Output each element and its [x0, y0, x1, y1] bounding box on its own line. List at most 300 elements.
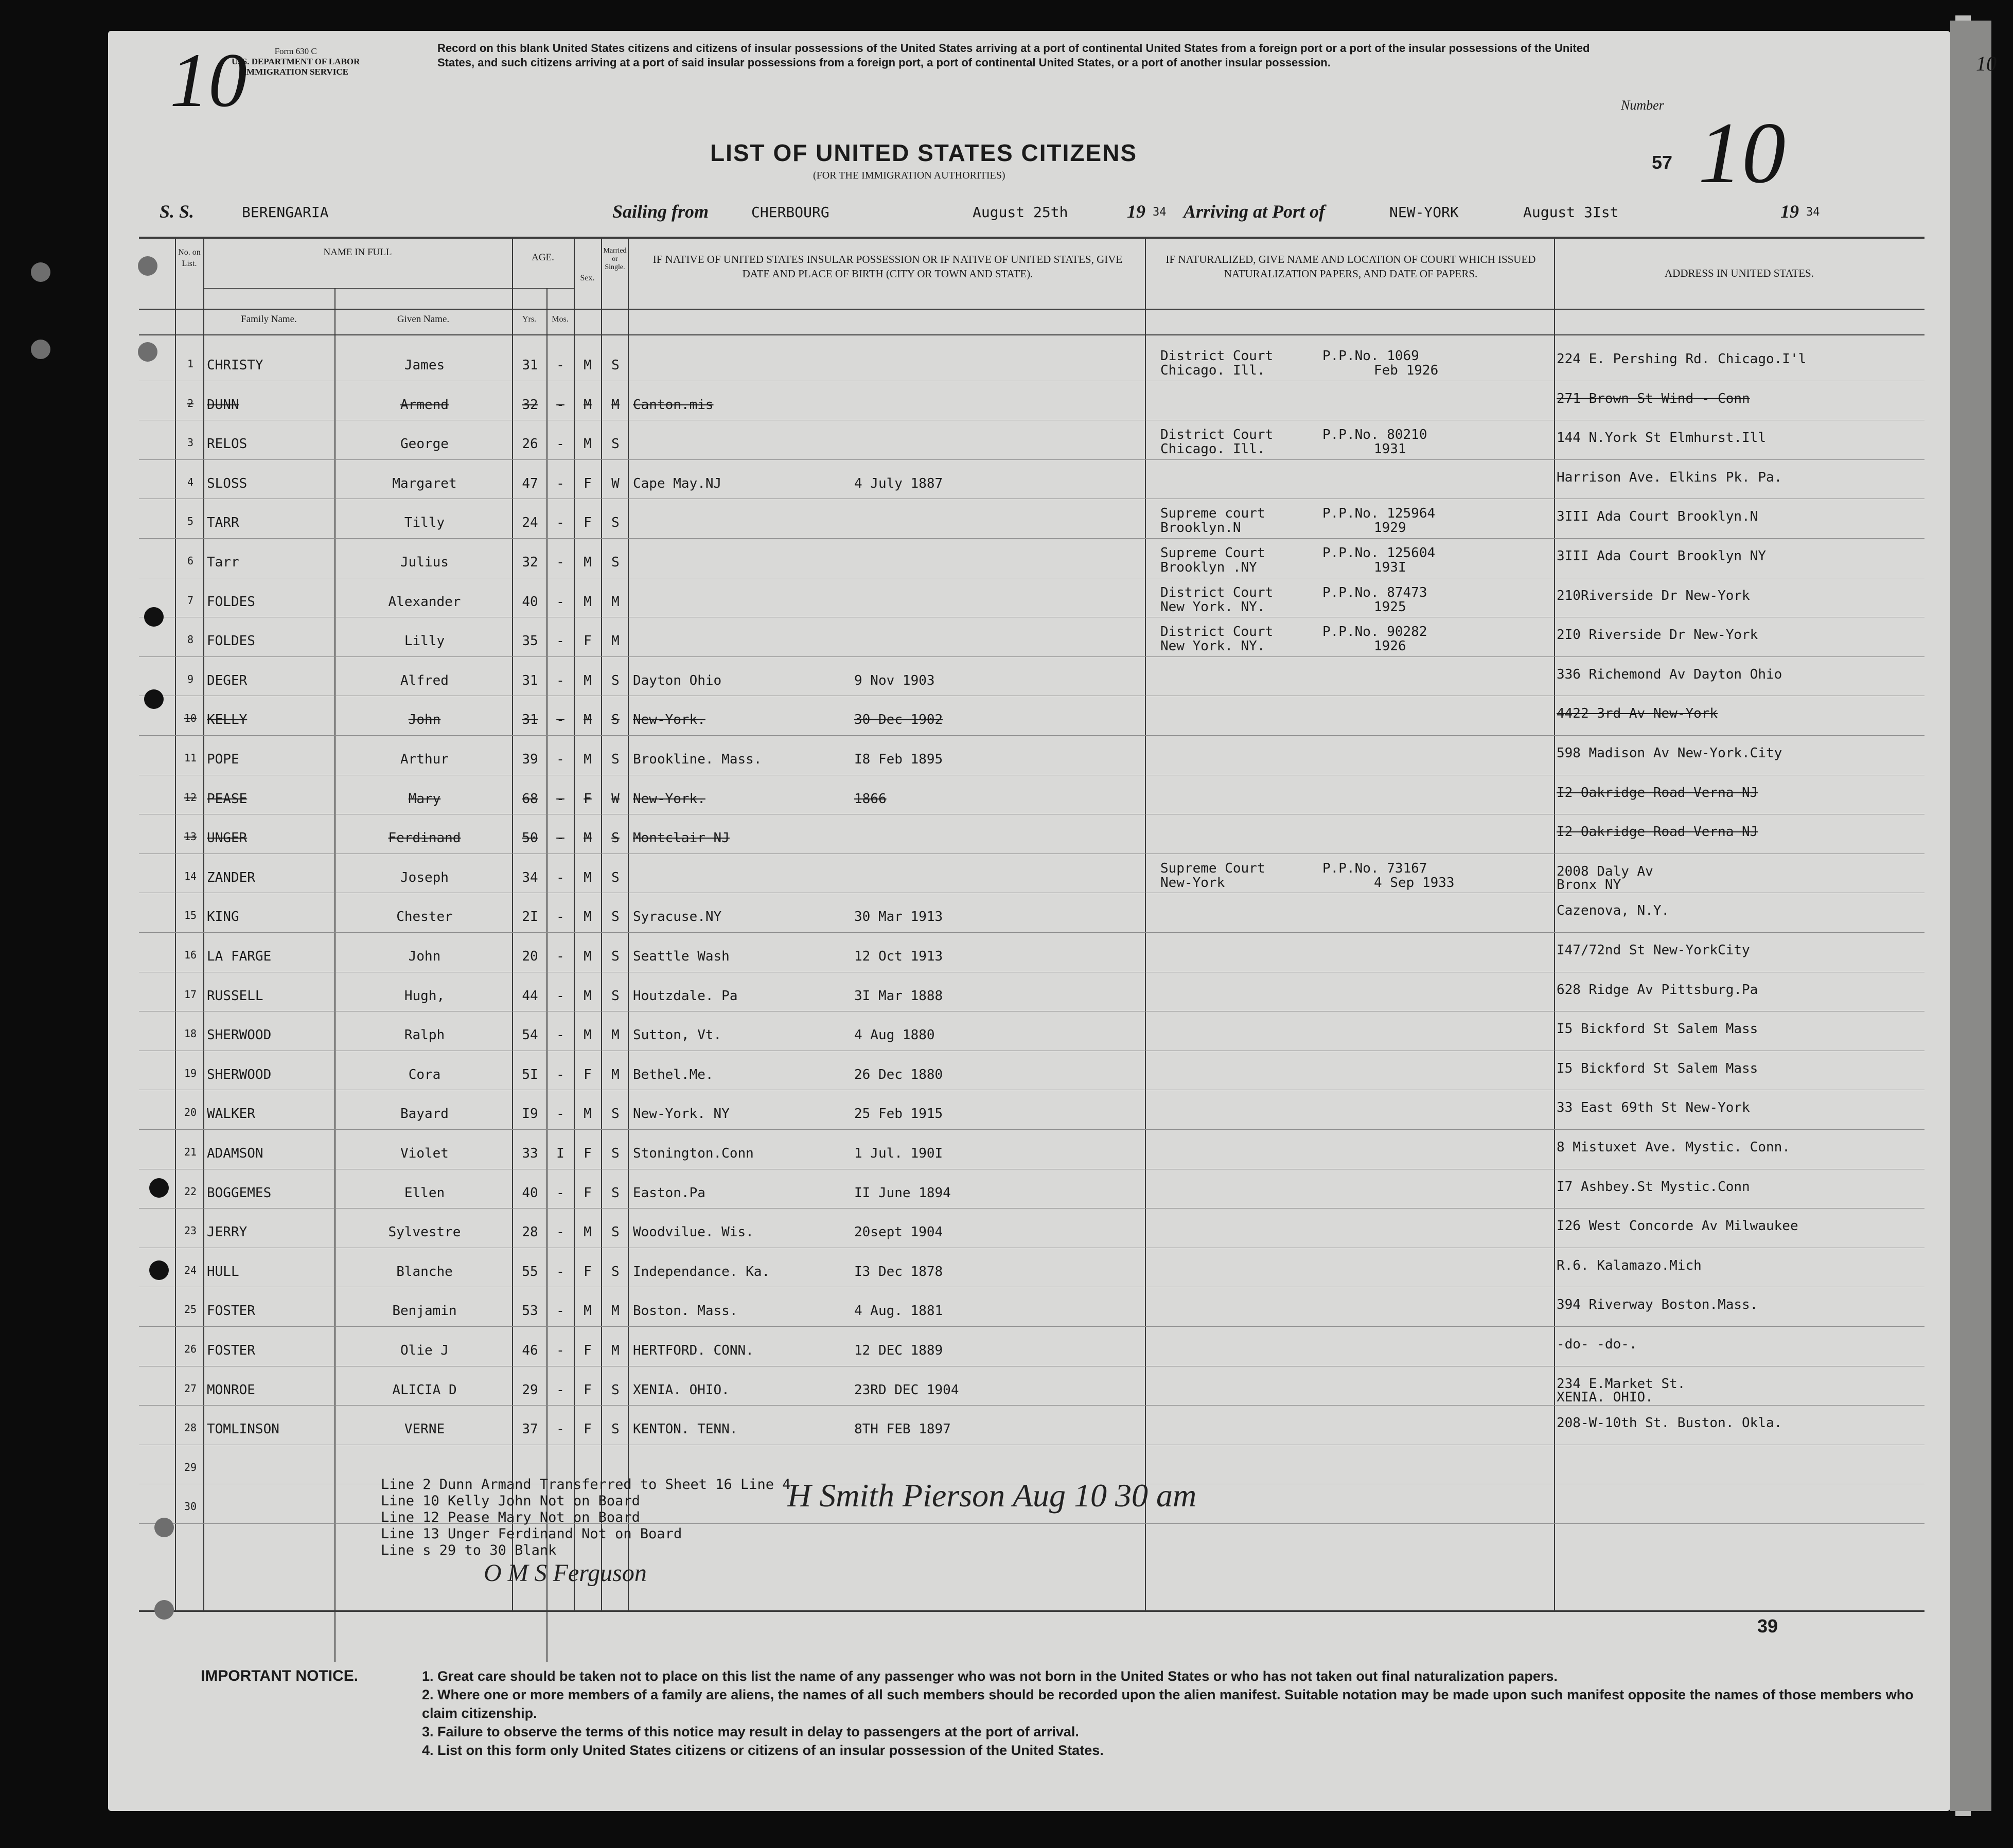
us-address: I2 Oakridge Road Verna NJ — [1557, 785, 1758, 801]
table-row — [139, 1367, 1924, 1407]
table-row — [139, 776, 1924, 815]
age-years: 55 — [522, 1264, 538, 1280]
arrival-date: August 3Ist — [1523, 204, 1619, 221]
notice-item: 2. Where one or more members of a family are aliens, the names of all such members should be recorded upon the alien manifest. Suitable notation may be made upon such manifest opposite the names of those members who claim citizenship. — [422, 1687, 1914, 1721]
family-name: FOSTER — [207, 1343, 255, 1358]
row-number: 27 — [184, 1382, 197, 1395]
marital-status: M — [611, 1343, 620, 1358]
family-name: LA FARGE — [207, 949, 272, 964]
arrival-port: NEW-YORK — [1389, 204, 1459, 221]
age-months: - — [556, 1421, 564, 1437]
age-years: 40 — [522, 594, 538, 610]
sex: F — [584, 1185, 592, 1201]
sex: F — [584, 475, 592, 491]
age-months: - — [556, 1264, 564, 1280]
papers-number: P.P.No. 125604 — [1322, 545, 1436, 561]
marital-status: S — [611, 909, 620, 925]
sex: M — [584, 594, 592, 610]
us-address: 4422 3rd Av New-York — [1557, 706, 1718, 722]
given-name: Mary — [408, 791, 441, 807]
family-name: TARR — [207, 515, 239, 531]
birth-date: 26 Dec 1880 — [854, 1067, 943, 1082]
table-row — [139, 736, 1924, 776]
row-number: 25 — [184, 1303, 197, 1316]
birth-date: 3I Mar 1888 — [854, 988, 943, 1004]
family-name: MONROE — [207, 1382, 255, 1398]
row-number: 29 — [184, 1461, 197, 1473]
col-header-no: No. on List. — [178, 248, 201, 268]
age-years: I9 — [522, 1106, 538, 1122]
binder-hole — [149, 1178, 169, 1198]
birth-date: 30 Mar 1913 — [854, 909, 943, 925]
family-name: ADAMSON — [207, 1146, 263, 1161]
table-row — [139, 933, 1924, 973]
age-years: 2I — [522, 909, 538, 925]
birth-place: Woodvilue. Wis. — [633, 1224, 754, 1240]
age-months: - — [556, 712, 564, 728]
age-years: 29 — [522, 1382, 538, 1398]
given-name: Joseph — [400, 869, 449, 885]
row-number: 13 — [184, 830, 197, 843]
row-number: 18 — [184, 1027, 197, 1040]
family-name: DEGER — [207, 672, 248, 688]
given-name: James — [404, 358, 445, 373]
court-name: District Court — [1160, 427, 1274, 443]
age-months: - — [556, 555, 564, 570]
age-months: - — [556, 752, 564, 767]
given-name: Bayard — [400, 1106, 449, 1122]
sex: F — [584, 1067, 592, 1082]
age-months: - — [556, 397, 564, 413]
age-months: - — [556, 358, 564, 373]
family-name: POPE — [207, 752, 239, 767]
us-address: 2008 Daly Av — [1557, 863, 1653, 879]
birth-place: Houtzdale. Pa — [633, 988, 738, 1004]
marital-status: S — [611, 869, 620, 885]
age-years: 31 — [522, 358, 538, 373]
col-header-sex: Sex. — [580, 274, 595, 282]
table-row — [139, 500, 1924, 539]
family-name: TOMLINSON — [207, 1421, 279, 1437]
birth-date: 12 Oct 1913 — [854, 949, 943, 964]
given-name: Alexander — [388, 594, 461, 610]
us-address: 628 Ridge Av Pittsburg.Pa — [1557, 982, 1758, 998]
table-row — [139, 855, 1924, 894]
given-name: Margaret — [392, 475, 457, 491]
us-address: 144 N.York St Elmhurst.Ill — [1557, 430, 1766, 446]
given-name: Blanche — [396, 1264, 453, 1280]
family-name: ZANDER — [207, 869, 255, 885]
row-number: 6 — [187, 555, 194, 567]
birth-date: I3 Dec 1878 — [854, 1264, 943, 1280]
court-location: Brooklyn .NY — [1160, 560, 1257, 575]
annotation-line: Line 2 Dunn Armand Transferred to Sheet 16 Line 4 — [381, 1477, 791, 1492]
family-name: FOLDES — [207, 633, 255, 649]
given-name: Julius — [400, 555, 449, 570]
sex: M — [584, 830, 592, 846]
notice-label: IMPORTANT NOTICE. — [201, 1667, 359, 1684]
us-address: 210Riverside Dr New-York — [1557, 588, 1750, 603]
given-name: Olie J — [400, 1343, 449, 1358]
table-row — [139, 1170, 1924, 1210]
family-name: SHERWOOD — [207, 1027, 272, 1043]
marital-status: M — [611, 1067, 620, 1082]
papers-number: P.P.No. 125964 — [1322, 506, 1436, 522]
notice-item: 4. List on this form only United States citizens or citizens of an insular possession of the United States. — [422, 1743, 1104, 1758]
table-row — [139, 658, 1924, 697]
family-name: BOGGEMES — [207, 1185, 272, 1201]
court-location: New York. NY. — [1160, 599, 1265, 615]
sex: M — [584, 712, 592, 728]
age-months: - — [556, 869, 564, 885]
table-row — [139, 460, 1924, 500]
manifest-page — [108, 31, 1997, 1811]
court-name: District Court — [1160, 348, 1274, 364]
birth-place: New-York. — [633, 712, 705, 728]
birth-place: Bethel.Me. — [633, 1067, 714, 1082]
marital-status: S — [611, 1382, 620, 1398]
inspector-signature: O M S Ferguson — [484, 1559, 647, 1587]
family-name: FOLDES — [207, 594, 255, 610]
age-months: - — [556, 1382, 564, 1398]
table-row — [139, 815, 1924, 855]
record-instructions: Record on this blank United States citizens and citizens of insular possessions of the United States arriving at a port of continental United States from a foreign port or a port of the insular possessions of the United States, and such citizens arriving at a port of said insular possessions from a foreign port, a port of continental United States, or a port of another insular possession. — [437, 42, 1590, 69]
age-years: 37 — [522, 1421, 538, 1437]
papers-number: P.P.No. 73167 — [1322, 860, 1427, 876]
given-name: Ferdinand — [388, 830, 461, 846]
annotation-line: Line s 29 to 30 Blank — [381, 1542, 557, 1558]
given-name: John — [408, 712, 441, 728]
sex: F — [584, 633, 592, 649]
us-address: I2 Oakridge Road Verna NJ — [1557, 824, 1758, 840]
given-name: Lilly — [404, 633, 445, 649]
marital-status: S — [611, 358, 620, 373]
age-months: - — [556, 949, 564, 964]
notice-item: 3. Failure to observe the terms of this notice may result in delay to passengers at the port of arrival. — [422, 1724, 1079, 1739]
given-name: Ralph — [404, 1027, 445, 1043]
passenger-table — [139, 237, 1924, 1610]
row-number: 1 — [187, 358, 194, 370]
us-address: 271 Brown St Wind - Conn — [1557, 390, 1750, 406]
row-number: 2 — [187, 397, 194, 410]
papers-number: P.P.No. 80210 — [1322, 427, 1427, 443]
row-number: 22 — [184, 1185, 197, 1198]
arrival-year-prefix: 19 — [1780, 201, 1799, 222]
sheet-annotations — [381, 1477, 791, 1559]
page-title: LIST OF UNITED STATES CITIZENS — [710, 139, 1138, 166]
age-months: - — [556, 1027, 564, 1043]
birth-place: Independance. Ka. — [633, 1264, 770, 1280]
birth-place: XENIA. OHIO. — [633, 1382, 730, 1398]
birth-date: 30 Dec 1902 — [854, 712, 943, 728]
papers-date: 1931 — [1374, 441, 1406, 457]
age-months: - — [556, 1067, 564, 1082]
family-name: DUNN — [207, 397, 239, 413]
table-row — [139, 973, 1924, 1012]
age-years: 54 — [522, 1027, 538, 1043]
family-name: FOSTER — [207, 1303, 255, 1319]
handwritten-note: H Smith Pierson Aug 10 30 am — [787, 1477, 1197, 1514]
court-name: Supreme Court — [1160, 545, 1265, 561]
age-years: 44 — [522, 988, 538, 1004]
row-number: 5 — [187, 515, 194, 528]
departure-port: CHERBOURG — [751, 204, 829, 221]
important-notice — [201, 1667, 1940, 1760]
binder-hole — [154, 1600, 174, 1620]
age-years: 26 — [522, 436, 538, 452]
age-years: 35 — [522, 633, 538, 649]
age-years: 39 — [522, 752, 538, 767]
departure-date: August 25th — [973, 204, 1068, 221]
sex: M — [584, 988, 592, 1004]
row-number: 4 — [187, 475, 194, 488]
given-name: John — [408, 949, 441, 964]
binder-hole — [149, 1260, 169, 1280]
court-location: Chicago. Ill. — [1160, 363, 1265, 378]
age-months: - — [556, 1303, 564, 1319]
court-location: New York. NY. — [1160, 638, 1265, 654]
marital-status: M — [611, 1027, 620, 1043]
notice-item: 1. Great care should be taken not to place on this list the name of any passenger who was not born in the United States or who has not taken out final naturalization papers. — [422, 1668, 1558, 1684]
birth-place: Montclair NJ — [633, 830, 730, 846]
court-name: Supreme court — [1160, 506, 1265, 522]
sex: M — [584, 358, 592, 373]
us-address: -do- -do-. — [1557, 1337, 1637, 1352]
age-years: 47 — [522, 475, 538, 491]
row-number: 15 — [184, 909, 197, 922]
binder-hole — [144, 689, 164, 709]
birth-place: Brookline. Mass. — [633, 752, 762, 767]
birth-date: 9 Nov 1903 — [854, 672, 935, 688]
given-name: Ellen — [404, 1185, 445, 1201]
us-address: 394 Riverway Boston.Mass. — [1557, 1297, 1758, 1313]
sex: F — [584, 515, 592, 531]
birth-place: HERTFORD. CONN. — [633, 1343, 754, 1358]
age-years: 31 — [522, 712, 538, 728]
birth-place: Boston. Mass. — [633, 1303, 738, 1319]
sex: F — [584, 1146, 592, 1161]
family-name: KELLY — [207, 712, 248, 728]
us-address: I7 Ashbey.St Mystic.Conn — [1557, 1179, 1750, 1195]
court-location: Brooklyn.N — [1160, 520, 1241, 536]
age-years: 32 — [522, 397, 538, 413]
row-number: 30 — [184, 1500, 197, 1513]
age-months: - — [556, 791, 564, 807]
given-name: Armend — [400, 397, 449, 413]
given-name: Cora — [408, 1067, 441, 1082]
court-name: District Court — [1160, 624, 1274, 640]
family-name: WALKER — [207, 1106, 255, 1122]
birth-date: 4 Aug. 1881 — [854, 1303, 943, 1319]
col-header-married: Married or Single. — [603, 247, 627, 271]
us-address: 3III Ada Court Brooklyn NY — [1557, 548, 1766, 564]
sex: M — [584, 555, 592, 570]
marital-status: S — [611, 672, 620, 688]
age-years: 28 — [522, 1224, 538, 1240]
sex: F — [584, 1343, 592, 1358]
page-subtitle: (FOR THE IMMIGRATION AUTHORITIES) — [813, 170, 1005, 181]
age-months: - — [556, 594, 564, 610]
table-row — [139, 894, 1924, 933]
given-name: Benjamin — [392, 1303, 457, 1319]
table-row — [139, 1052, 1924, 1091]
col-header-mos: Mos. — [552, 315, 569, 324]
family-name: HULL — [207, 1264, 239, 1280]
row-number: 20 — [184, 1106, 197, 1119]
papers-date: 1929 — [1374, 520, 1406, 536]
binder-hole — [144, 607, 164, 627]
birth-place: New-York. NY — [633, 1106, 730, 1122]
papers-number: P.P.No. 87473 — [1322, 584, 1427, 600]
marital-status: S — [611, 515, 620, 531]
marital-status: S — [611, 988, 620, 1004]
col-header-family: Family Name. — [241, 314, 297, 325]
us-address: 3III Ada Court Brooklyn.N — [1557, 509, 1758, 525]
age-years: 46 — [522, 1343, 538, 1358]
row-number: 17 — [184, 988, 197, 1001]
papers-number: P.P.No. 1069 — [1322, 348, 1419, 364]
row-number: 14 — [184, 869, 197, 882]
birth-date: 8TH FEB 1897 — [854, 1421, 951, 1437]
age-months: - — [556, 1343, 564, 1358]
birth-place: Stonington.Conn — [633, 1146, 754, 1161]
us-address: R.6. Kalamazo.Mich — [1557, 1257, 1702, 1273]
age-years: 24 — [522, 515, 538, 531]
corner-number: 10 — [1976, 52, 1997, 75]
birth-date: 1 Jul. 190I — [854, 1146, 943, 1161]
row-number: 16 — [184, 949, 197, 961]
us-address: 33 East 69th St New-York — [1557, 1100, 1750, 1116]
row-number: 26 — [184, 1343, 197, 1355]
us-address: I47/72nd St New-YorkCity — [1557, 943, 1750, 958]
ss-label: S. S. — [160, 201, 195, 222]
sex: M — [584, 949, 592, 964]
service-name: IMMIGRATION SERVICE — [243, 67, 348, 77]
us-address-line2: Bronx NY — [1557, 877, 1621, 893]
row-number: 28 — [184, 1421, 197, 1434]
birth-place: Syracuse.NY — [633, 909, 722, 925]
marital-status: S — [611, 436, 620, 452]
department-name: U. S. DEPARTMENT OF LABOR — [232, 57, 360, 66]
family-name: SHERWOOD — [207, 1067, 272, 1082]
us-address: 336 Richemond Av Dayton Ohio — [1557, 666, 1782, 682]
table-row — [139, 1130, 1924, 1170]
age-months: - — [556, 515, 564, 531]
sex: M — [584, 436, 592, 452]
marital-status: S — [611, 1224, 620, 1240]
birth-date: 4 Aug 1880 — [854, 1027, 935, 1043]
table-row — [139, 421, 1924, 460]
form-identifier — [232, 46, 360, 77]
family-name: SLOSS — [207, 475, 248, 491]
given-name: Chester — [396, 909, 453, 925]
age-months: - — [556, 475, 564, 491]
sex: M — [584, 1224, 592, 1240]
arriving-label: Arriving at Port of — [1184, 201, 1326, 222]
us-address: I5 Bickford St Salem Mass — [1557, 1021, 1758, 1037]
us-address: I26 West Concorde Av Milwaukee — [1557, 1218, 1798, 1234]
col-header-name: NAME IN FULL — [323, 247, 392, 258]
marital-status: S — [611, 1106, 620, 1122]
table-row — [139, 1249, 1924, 1288]
sex: M — [584, 909, 592, 925]
marital-status: S — [611, 712, 620, 728]
family-name: Tarr — [207, 555, 239, 570]
age-months: I — [556, 1146, 564, 1161]
family-name: RUSSELL — [207, 988, 263, 1004]
marital-status: S — [611, 1185, 620, 1201]
birth-place: New-York. — [633, 791, 705, 807]
given-name: Alfred — [400, 672, 449, 688]
birth-date: 20sept 1904 — [854, 1224, 943, 1240]
voyage-line — [160, 201, 1899, 222]
birth-place: Sutton, Vt. — [633, 1027, 722, 1043]
age-years: 40 — [522, 1185, 538, 1201]
form-number: Form 630 C — [274, 46, 317, 56]
age-years: 50 — [522, 830, 538, 846]
age-years: 33 — [522, 1146, 538, 1161]
us-address: 598 Madison Av New-York.City — [1557, 745, 1782, 761]
us-address: 224 E. Pershing Rd. Chicago.I'l — [1557, 351, 1807, 367]
age-months: - — [556, 1185, 564, 1201]
papers-number: P.P.No. 90282 — [1322, 624, 1427, 640]
age-months: - — [556, 633, 564, 649]
age-years: 32 — [522, 555, 538, 570]
us-address: 8 Mistuxet Ave. Mystic. Conn. — [1557, 1140, 1790, 1155]
age-months: - — [556, 436, 564, 452]
sex: F — [584, 1382, 592, 1398]
col-header-address: ADDRESS IN UNITED STATES. — [1665, 267, 1814, 279]
binder-hole — [154, 1518, 174, 1537]
birth-date: 12 DEC 1889 — [854, 1343, 943, 1358]
court-name: District Court — [1160, 584, 1274, 600]
age-months: - — [556, 830, 564, 846]
papers-date: Feb 1926 — [1374, 363, 1439, 378]
age-months: - — [556, 1106, 564, 1122]
marital-status: S — [611, 752, 620, 767]
table-row — [139, 1209, 1924, 1249]
departure-year: 34 — [1153, 206, 1167, 219]
row-number: 12 — [184, 791, 197, 804]
birth-date: 1866 — [854, 791, 887, 807]
given-name: George — [400, 436, 449, 452]
ship-name: BERENGARIA — [242, 204, 329, 221]
sex: M — [584, 672, 592, 688]
table-row — [139, 342, 1924, 382]
age-years: 34 — [522, 869, 538, 885]
sex: M — [584, 1027, 592, 1043]
birth-date: I8 Feb 1895 — [854, 752, 943, 767]
departure-year-prefix: 19 — [1127, 201, 1145, 222]
row-number: 19 — [184, 1067, 197, 1079]
age-years: 68 — [522, 791, 538, 807]
sex: F — [584, 791, 592, 807]
marital-status: S — [611, 1264, 620, 1280]
sex: M — [584, 869, 592, 885]
us-address: I5 Bickford St Salem Mass — [1557, 1060, 1758, 1076]
table-row — [139, 579, 1924, 618]
page-number: 39 — [1757, 1615, 1778, 1637]
row-number: 10 — [184, 712, 197, 725]
us-address: Harrison Ave. Elkins Pk. Pa. — [1557, 469, 1782, 485]
sex: M — [584, 752, 592, 767]
row-number: 7 — [187, 594, 194, 607]
birth-place: Seattle Wash — [633, 949, 730, 964]
row-number: 3 — [187, 436, 194, 449]
number-label: Number — [1621, 98, 1664, 113]
birth-date: 23RD DEC 1904 — [854, 1382, 959, 1398]
binder-hole — [31, 262, 50, 282]
